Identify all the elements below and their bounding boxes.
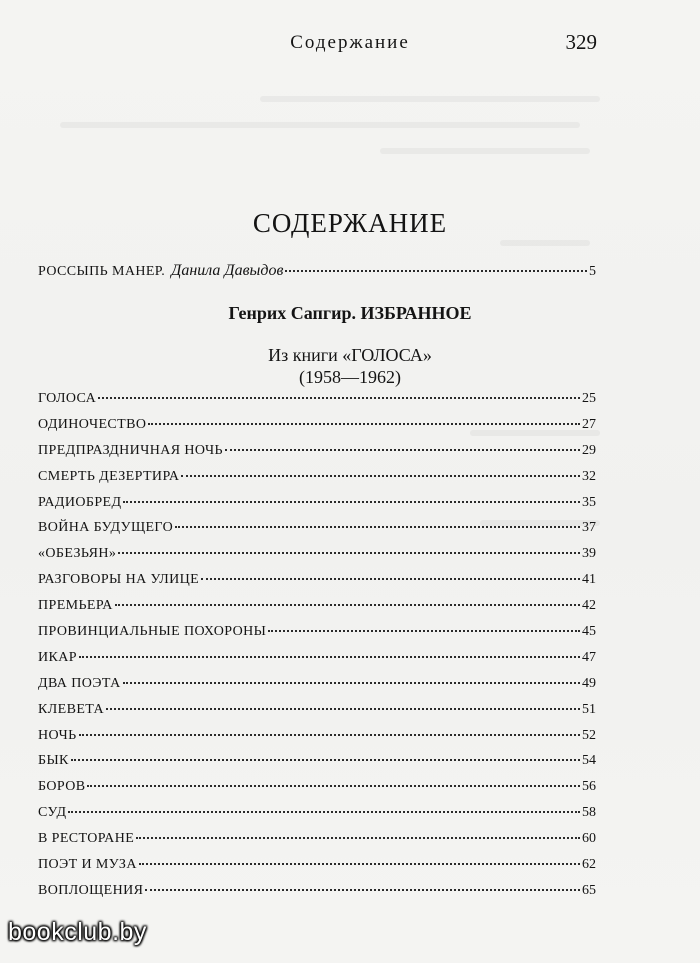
toc-entry-page: 62 bbox=[582, 857, 596, 873]
dot-leader bbox=[136, 837, 580, 839]
toc-entry-label: ВОЙНА БУДУЩЕГО bbox=[38, 520, 174, 536]
toc-entry-page: 37 bbox=[582, 520, 596, 536]
page-number: 329 bbox=[565, 30, 597, 54]
toc-entry-label: ПРОВИНЦИАЛЬНЫЕ ПОХОРОНЫ bbox=[38, 624, 267, 640]
bleed-through-line bbox=[380, 148, 590, 154]
toc-entry-page: 45 bbox=[582, 624, 596, 640]
book-years: (1958—1962) bbox=[299, 367, 401, 387]
dot-leader bbox=[181, 475, 580, 477]
toc-entry-page: 39 bbox=[582, 546, 596, 562]
toc-entry-page: 35 bbox=[582, 494, 596, 510]
dot-leader bbox=[115, 604, 580, 606]
toc-entry[interactable] bbox=[38, 805, 596, 831]
bleed-through-line bbox=[260, 96, 600, 102]
book-heading bbox=[0, 344, 700, 388]
toc-entry[interactable] bbox=[38, 753, 596, 779]
toc-entry-label: ПРЕДПРАЗДНИЧНАЯ НОЧЬ bbox=[38, 442, 223, 458]
dot-leader bbox=[106, 708, 580, 710]
dot-leader bbox=[201, 578, 580, 580]
toc-entry-author: Данила Давыдов bbox=[171, 262, 284, 279]
toc-entry-label: СУД bbox=[38, 805, 67, 821]
toc-entry-label: БОРОВ bbox=[38, 779, 86, 795]
toc-entry-label: ОДИНОЧЕСТВО bbox=[38, 416, 147, 432]
toc-entry[interactable] bbox=[38, 417, 596, 443]
toc-entry[interactable] bbox=[38, 702, 596, 728]
toc-entry-page: 5 bbox=[589, 264, 596, 279]
toc-entry-label: ПОЭТ И МУЗА bbox=[38, 857, 137, 873]
watermark: bookclub.by bbox=[8, 918, 147, 946]
running-title: Содержание bbox=[290, 32, 410, 53]
toc-entry-page: 25 bbox=[582, 391, 596, 406]
dot-leader bbox=[87, 785, 580, 787]
dot-leader bbox=[268, 630, 580, 632]
book-title: Из книги «ГОЛОСА» bbox=[268, 345, 432, 365]
toc-entry-page: 54 bbox=[582, 753, 596, 769]
toc-entry-label: РАЗГОВОРЫ НА УЛИЦЕ bbox=[38, 572, 200, 588]
toc-entry-label: ПРЕМЬЕРА bbox=[38, 598, 113, 614]
toc-entry-label: КЛЕВЕТА bbox=[38, 701, 105, 717]
toc-entry-label: ДВА ПОЭТА bbox=[38, 675, 121, 691]
toc-entry[interactable] bbox=[38, 650, 596, 676]
toc-entry[interactable] bbox=[38, 443, 596, 469]
dot-leader bbox=[71, 759, 580, 761]
toc-entry[interactable] bbox=[38, 572, 596, 598]
bleed-through-line bbox=[60, 122, 580, 128]
dot-leader bbox=[145, 889, 580, 891]
section-title: Генрих Сапгир. ИЗБРАННОЕ bbox=[228, 303, 472, 323]
bleed-through-line bbox=[500, 240, 590, 246]
toc-entry-label: РАДИОБРЕД bbox=[38, 494, 122, 510]
dot-leader bbox=[148, 423, 580, 425]
toc-entry[interactable] bbox=[38, 779, 596, 805]
toc-entry-label: В РЕСТОРАНЕ bbox=[38, 831, 135, 847]
toc-entry-page: 27 bbox=[582, 416, 596, 432]
toc-entry[interactable] bbox=[38, 391, 596, 417]
dot-leader bbox=[123, 501, 580, 503]
toc-entry-page: 32 bbox=[582, 468, 596, 484]
dot-leader bbox=[285, 270, 587, 272]
toc-entry-page: 49 bbox=[582, 675, 596, 691]
dot-leader bbox=[118, 552, 580, 554]
toc-entry-page: 29 bbox=[582, 442, 596, 458]
toc-entry-page: 41 bbox=[582, 572, 596, 588]
toc-entry-label: ВОПЛОЩЕНИЯ bbox=[38, 882, 144, 898]
toc-entry[interactable] bbox=[38, 495, 596, 521]
toc-entry-page: 51 bbox=[582, 701, 596, 717]
dot-leader bbox=[175, 526, 580, 528]
toc-entry-list bbox=[38, 391, 596, 909]
toc-entry[interactable] bbox=[38, 469, 596, 495]
toc-entry-page: 47 bbox=[582, 649, 596, 665]
toc-entry-label: НОЧЬ bbox=[38, 727, 77, 743]
toc-entry[interactable] bbox=[38, 728, 596, 754]
toc-entry[interactable] bbox=[38, 520, 596, 546]
toc-entry-label: «ОБЕЗЬЯН» bbox=[38, 546, 117, 562]
toc-entry-label: РОССЫПЬ МАНЕР. bbox=[38, 264, 166, 279]
toc-entry[interactable] bbox=[38, 676, 596, 702]
toc-entry-page: 60 bbox=[582, 831, 596, 847]
dot-leader bbox=[79, 656, 580, 658]
toc-entry-page: 56 bbox=[582, 779, 596, 795]
toc-entry[interactable] bbox=[38, 546, 596, 572]
dot-leader bbox=[139, 863, 580, 865]
toc-entry[interactable] bbox=[38, 857, 596, 883]
dot-leader bbox=[98, 397, 580, 399]
toc-entry-label: СМЕРТЬ ДЕЗЕРТИРА bbox=[38, 468, 180, 484]
toc-entry-label: БЫК bbox=[38, 753, 69, 769]
dot-leader bbox=[225, 449, 580, 451]
toc-entry-page: 65 bbox=[582, 882, 596, 898]
running-head bbox=[0, 28, 700, 58]
toc-entry[interactable] bbox=[38, 624, 596, 650]
toc-entry[interactable] bbox=[38, 598, 596, 624]
toc-entry[interactable] bbox=[38, 831, 596, 857]
toc-entry-label: ГОЛОСА bbox=[38, 391, 97, 406]
toc-entry-page: 42 bbox=[582, 598, 596, 614]
toc-entry-label: ИКАР bbox=[38, 649, 77, 665]
toc-entry-page: 58 bbox=[582, 805, 596, 821]
toc-entry-intro[interactable] bbox=[38, 262, 596, 287]
toc-intro-entry-container bbox=[38, 262, 596, 287]
dot-leader bbox=[68, 811, 580, 813]
toc-entry[interactable] bbox=[38, 883, 596, 909]
dot-leader bbox=[123, 682, 580, 684]
dot-leader bbox=[79, 734, 580, 736]
toc-title: СОДЕРЖАНИЕ bbox=[252, 208, 448, 238]
toc-entry-page: 52 bbox=[582, 727, 596, 743]
